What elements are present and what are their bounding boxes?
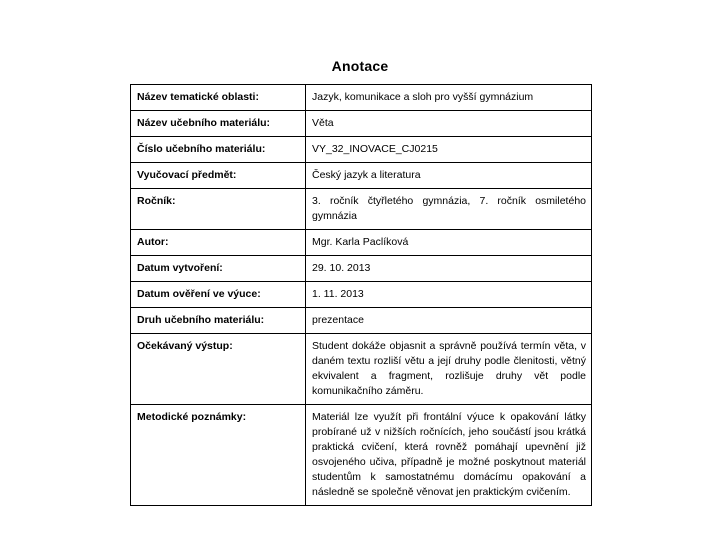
row-value: Materiál lze využít při frontální výuce k opakování látky probírané už v nižších ročnících, jeho součástí jsou krátká praktická cvičení, která rovněž pomáhají upevnění již osvojeného učiva, případně je možné poskytnout materiál studentům k samostatnému domácímu opakování a následně se společně věnovat jen praktickým cvičením. <box>306 405 592 506</box>
row-label: Metodické poznámky: <box>131 405 306 506</box>
page-title: Anotace <box>331 58 389 74</box>
row-value: 3. ročník čtyřletého gymnázia, 7. ročník osmiletého gymnázia <box>306 189 592 230</box>
table-row <box>131 308 592 334</box>
annotation-table <box>130 84 592 506</box>
row-value: Mgr. Karla Paclíková <box>306 230 592 256</box>
table-row <box>131 405 592 506</box>
table-row <box>131 256 592 282</box>
row-value: 1. 11. 2013 <box>306 282 592 308</box>
row-label: Datum vytvoření: <box>131 256 306 282</box>
table-row <box>131 111 592 137</box>
row-value: prezentace <box>306 308 592 334</box>
row-value: Český jazyk a literatura <box>306 163 592 189</box>
row-label: Datum ověření ve výuce: <box>131 282 306 308</box>
row-label: Autor: <box>131 230 306 256</box>
row-label: Ročník: <box>131 189 306 230</box>
table-row <box>131 163 592 189</box>
row-label: Číslo učebního materiálu: <box>131 137 306 163</box>
table-row <box>131 230 592 256</box>
row-value: Jazyk, komunikace a sloh pro vyšší gymnázium <box>306 85 592 111</box>
row-value: VY_32_INOVACE_CJ0215 <box>306 137 592 163</box>
row-value: Věta <box>306 111 592 137</box>
table-row <box>131 334 592 405</box>
row-label: Název tematické oblasti: <box>131 85 306 111</box>
table-row <box>131 85 592 111</box>
table-row <box>131 189 592 230</box>
row-value: Student dokáže objasnit a správně používá termín věta, v daném textu rozliší větu a její druhy podle členitosti, větný ekvivalent a fragment, rozlišuje druhy vět podle komunikačního záměru. <box>306 334 592 405</box>
row-label: Vyučovací předmět: <box>131 163 306 189</box>
row-label: Název učebního materiálu: <box>131 111 306 137</box>
row-label: Očekávaný výstup: <box>131 334 306 405</box>
row-label: Druh učebního materiálu: <box>131 308 306 334</box>
row-value: 29. 10. 2013 <box>306 256 592 282</box>
table-row <box>131 137 592 163</box>
table-row <box>131 282 592 308</box>
